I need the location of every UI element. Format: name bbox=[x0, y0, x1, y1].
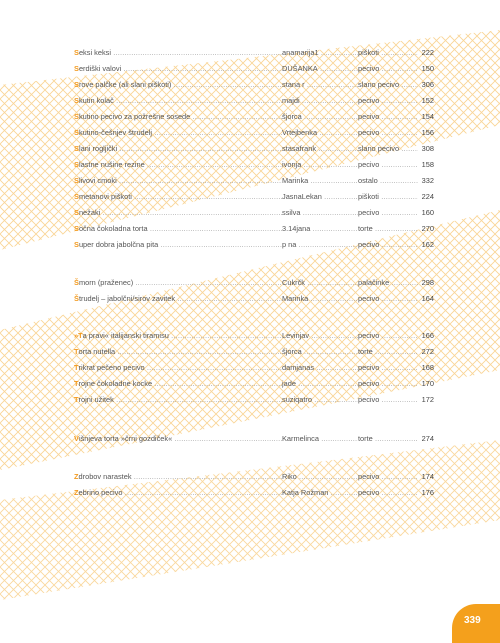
recipe-title: Skutino-češnjev štrudelj ..... bbox=[74, 127, 282, 139]
index-entry bbox=[74, 277, 434, 289]
recipe-category: torte ..... bbox=[358, 223, 418, 235]
recipe-title: Skutin kolač ..... bbox=[74, 95, 282, 107]
index-entry bbox=[74, 346, 434, 358]
recipe-category: pecivo ..... bbox=[358, 207, 418, 219]
recipe-page: 170 bbox=[421, 379, 434, 388]
recipe-page: 160 bbox=[421, 208, 434, 217]
recipe-category: pecivo ..... bbox=[358, 159, 418, 171]
recipe-title: Smetanovi piškoti ..... bbox=[74, 191, 282, 203]
recipe-author: p na ..... bbox=[282, 239, 358, 251]
recipe-title: Zdrobov narastek ..... bbox=[74, 471, 282, 483]
index-entry bbox=[74, 394, 434, 406]
recipe-author: 3.14jana ..... bbox=[282, 223, 358, 235]
recipe-title: Šmorn (praženec) ..... bbox=[74, 277, 282, 289]
hatch-band-bottom bbox=[0, 440, 500, 600]
recipe-page: 332 bbox=[421, 176, 434, 185]
recipe-category: torte ..... bbox=[358, 433, 418, 445]
recipe-title: Seksi keksi ..... bbox=[74, 47, 282, 59]
index-entry bbox=[74, 487, 434, 499]
recipe-category: pecivo ..... bbox=[358, 378, 418, 390]
recipe-category: pecivo ..... bbox=[358, 293, 418, 305]
recipe-author: Levinjav ..... bbox=[282, 330, 358, 342]
recipe-title: Trojne čokoladne kocke ..... bbox=[74, 378, 282, 390]
recipe-page: 174 bbox=[421, 472, 434, 481]
recipe-author: ivonja ..... bbox=[282, 159, 358, 171]
recipe-author: Vrtejbenka ..... bbox=[282, 127, 358, 139]
recipe-author: majdi ..... bbox=[282, 95, 358, 107]
recipe-title: Sočna čokoladna torta ..... bbox=[74, 223, 282, 235]
recipe-page: 164 bbox=[421, 294, 434, 303]
recipe-title: Torta nutella ..... bbox=[74, 346, 282, 358]
recipe-author: Katja Rožman ..... bbox=[282, 487, 358, 499]
recipe-page: 272 bbox=[421, 347, 434, 356]
index-entry bbox=[74, 293, 434, 305]
recipe-title: Slastne nušine rezine ..... bbox=[74, 159, 282, 171]
recipe-author: Marinka ..... bbox=[282, 293, 358, 305]
index-entry bbox=[74, 111, 434, 123]
index-entry bbox=[74, 63, 434, 75]
index-entry bbox=[74, 191, 434, 203]
index-entry bbox=[74, 143, 434, 155]
recipe-page: 172 bbox=[421, 395, 434, 404]
recipe-page: 176 bbox=[421, 488, 434, 497]
recipe-page: 274 bbox=[421, 434, 434, 443]
index-entry bbox=[74, 362, 434, 374]
recipe-category: pecivo ..... bbox=[358, 127, 418, 139]
recipe-page: 158 bbox=[421, 160, 434, 169]
recipe-title: Slani rogljički ..... bbox=[74, 143, 282, 155]
recipe-category: pecivo ..... bbox=[358, 111, 418, 123]
recipe-author: stana r ..... bbox=[282, 79, 358, 91]
recipe-category: pecivo ..... bbox=[358, 239, 418, 251]
index-entry bbox=[74, 79, 434, 91]
page-number: 339 bbox=[464, 615, 481, 626]
recipe-page: 306 bbox=[421, 80, 434, 89]
index-entry bbox=[74, 471, 434, 483]
recipe-category: pecivo ..... bbox=[358, 394, 418, 406]
recipe-category: pecivo ..... bbox=[358, 63, 418, 75]
recipe-category: pecivo ..... bbox=[358, 362, 418, 374]
recipe-title: Zebrino pecivo ..... bbox=[74, 487, 282, 499]
recipe-category: piškoti ..... bbox=[358, 191, 418, 203]
recipe-author: suziqatro ..... bbox=[282, 394, 358, 406]
recipe-page: 152 bbox=[421, 96, 434, 105]
recipe-title: Super dobra jabolčna pita ..... bbox=[74, 239, 282, 251]
recipe-title: »Ta pravi« italijanski tiramisu ..... bbox=[74, 330, 282, 342]
recipe-page: 154 bbox=[421, 112, 434, 121]
recipe-page: 270 bbox=[421, 224, 434, 233]
recipe-page: 162 bbox=[421, 240, 434, 249]
recipe-author: anamarija1 ..... bbox=[282, 47, 358, 59]
recipe-author: šjorca ..... bbox=[282, 111, 358, 123]
recipe-category: piškoti ..... bbox=[358, 47, 418, 59]
recipe-author: jade ..... bbox=[282, 378, 358, 390]
recipe-page: 166 bbox=[421, 331, 434, 340]
recipe-category: slano pecivo ..... bbox=[358, 79, 418, 91]
recipe-page: 150 bbox=[421, 64, 434, 73]
recipe-title: Serdiški valovi ..... bbox=[74, 63, 282, 75]
index-entry bbox=[74, 223, 434, 235]
recipe-category: pecivo ..... bbox=[358, 487, 418, 499]
recipe-author: šjorca ..... bbox=[282, 346, 358, 358]
recipe-author: damjanas ..... bbox=[282, 362, 358, 374]
recipe-title: Trojni užitek ..... bbox=[74, 394, 282, 406]
index-entry bbox=[74, 47, 434, 59]
recipe-author: Karmelinca ..... bbox=[282, 433, 358, 445]
page-number-badge bbox=[452, 604, 500, 643]
recipe-author: JasnaLekan ..... bbox=[282, 191, 358, 203]
recipe-author: Riko ..... bbox=[282, 471, 358, 483]
recipe-category: pecivo ..... bbox=[358, 330, 418, 342]
recipe-page: 156 bbox=[421, 128, 434, 137]
recipe-author: DUŠANKA ..... bbox=[282, 63, 358, 75]
recipe-title: Višnjeva torta »črni gozdiček« ..... bbox=[74, 433, 282, 445]
recipe-page: 298 bbox=[421, 278, 434, 287]
recipe-author: Cukrčk ..... bbox=[282, 277, 358, 289]
recipe-title: Štrudelj – jabolčni/sirov zavitek ..... bbox=[74, 293, 282, 305]
index-entry bbox=[74, 378, 434, 390]
index-entry bbox=[74, 330, 434, 342]
index-entry bbox=[74, 433, 434, 445]
recipe-author: Marinka ..... bbox=[282, 175, 358, 187]
recipe-category: palačinke ..... bbox=[358, 277, 418, 289]
recipe-category: slano pecivo ..... bbox=[358, 143, 418, 155]
recipe-category: torte ..... bbox=[358, 346, 418, 358]
recipe-title: Snežaki ..... bbox=[74, 207, 282, 219]
recipe-author: stasafrank ..... bbox=[282, 143, 358, 155]
index-entry bbox=[74, 127, 434, 139]
index-entry bbox=[74, 159, 434, 171]
index-entry bbox=[74, 175, 434, 187]
recipe-title: Slivovi cmoki ..... bbox=[74, 175, 282, 187]
index-entry bbox=[74, 239, 434, 251]
recipe-title: Trikrat pečeno pecivo ..... bbox=[74, 362, 282, 374]
recipe-author: ssilva ..... bbox=[282, 207, 358, 219]
recipe-category: pecivo ..... bbox=[358, 471, 418, 483]
recipe-page: 222 bbox=[421, 48, 434, 57]
recipe-category: pecivo ..... bbox=[358, 95, 418, 107]
recipe-page: 308 bbox=[421, 144, 434, 153]
recipe-page: 224 bbox=[421, 192, 434, 201]
recipe-title: Skutino pecivo za požrešne sosede ..... bbox=[74, 111, 282, 123]
index-entry bbox=[74, 207, 434, 219]
index-entry bbox=[74, 95, 434, 107]
recipe-title: Srove palčke (ali slani piškoti) ..... bbox=[74, 79, 282, 91]
recipe-page: 168 bbox=[421, 363, 434, 372]
recipe-category: ostalo ..... bbox=[358, 175, 418, 187]
